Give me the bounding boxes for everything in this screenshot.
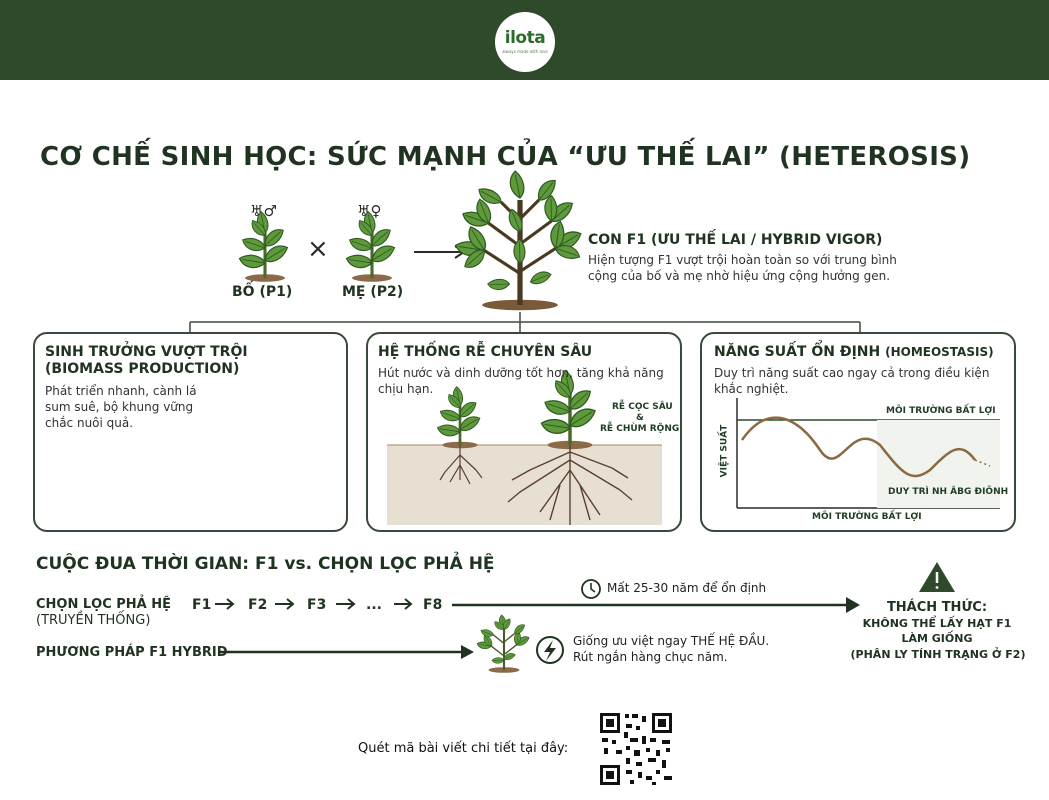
panel-biomass-subtitle: (BIOMASS PRODUCTION)	[45, 361, 240, 377]
timeline-title: CUỘC ĐUA THỜI GIAN: F1 vs. CHỌN LỌC PHẢ HỆ	[36, 554, 495, 574]
hybrid-timeline-head	[461, 645, 474, 659]
time-note: Mất 25-30 năm để ổn định	[607, 581, 767, 595]
panel-biomass	[33, 332, 348, 532]
panel-homeostasis-desc-2: khắc nghiệt.	[714, 382, 789, 396]
mother-plant	[345, 212, 397, 282]
gen-f3: F3	[307, 597, 327, 613]
graph-top-label: MÔI TRƯỜNG BẤT LỢI	[886, 406, 996, 416]
panel-homeostasis-title	[714, 344, 994, 360]
gen-f8: F8	[423, 597, 443, 613]
panel-roots-desc-1: Hút nước và dinh dưỡng tốt hơn, tăng khả năng	[378, 366, 664, 380]
father-label: BỐ (P1)	[232, 284, 293, 300]
challenge-line-4: (PHÂN LY TÍNH TRẠNG Ở F2)	[850, 648, 1026, 661]
panel-biomass-desc-3: chắc nuôi quả.	[45, 416, 134, 430]
challenge-line-3: LÀM GIỐNG	[901, 632, 973, 645]
qr-prompt: Quét mã bài viết chi tiết tại đây:	[358, 741, 569, 756]
gen-f2: F2	[248, 597, 268, 613]
qr-code[interactable]	[598, 711, 674, 787]
gen-arrow-4	[394, 599, 411, 609]
traditional-label-2: (TRUYỀN THỐNG)	[36, 613, 151, 628]
panel-homeostasis	[700, 332, 1016, 532]
graph-x-label: MÔI TRƯỜNG BẤT LỢI	[812, 512, 922, 522]
panel-homeostasis-desc-1: Duy trì năng suất cao ngay cả trong điều kiện	[714, 366, 990, 380]
hybrid-note-2: Rút ngắn hàng chục năm.	[573, 650, 728, 664]
f1-title: CON F1 (ƯU THẾ LAI / HYBRID VIGOR)	[588, 232, 883, 248]
panel-homeostasis-title-main: NĂNG SUẤT ỔN ĐỊNH	[714, 344, 881, 360]
panel-biomass-desc-2: sum suê, bộ khung vững	[45, 400, 194, 414]
logo-text: ilota	[504, 28, 546, 48]
gen-arrow-2	[275, 599, 293, 609]
panel-biomass-desc-1: Phát triển nhanh, cành lá	[45, 384, 197, 398]
panel-roots-desc-2: chịu hạn.	[378, 382, 434, 396]
hybrid-note-1: Giống ưu việt ngay THẾ HỆ ĐẦU.	[573, 634, 770, 648]
traditional-label-1: CHỌN LỌC PHẢ HỆ	[36, 597, 172, 612]
gen-arrow-1	[215, 599, 233, 609]
logo-tagline: always made with love	[502, 49, 548, 54]
f1-description-line2: cộng của bố và mẹ nhờ hiệu ứng cộng hưởng gen.	[588, 269, 891, 283]
graph-y-label: VIỆT SUẤT	[719, 424, 730, 478]
panel-roots	[366, 332, 682, 532]
gen-ellipsis: ...	[366, 597, 382, 613]
root-label-fibrous: RỄ CHÙM RỘNG	[600, 424, 680, 434]
root-label-taproot: RỄ CỌC SÂU	[612, 402, 673, 412]
mother-label: MẸ (P2)	[342, 284, 404, 300]
gen-arrow-3	[336, 599, 354, 609]
connector-lines	[190, 312, 860, 334]
f1-plant	[454, 171, 584, 310]
hybrid-label: PHƯƠNG PHÁP F1 HYBRID	[36, 645, 228, 660]
challenge-line-2: KHÔNG THỂ LẤY HẠT F1	[862, 617, 1012, 630]
challenge-title: THÁCH THỨC:	[886, 600, 988, 615]
hybrid-plant	[476, 615, 530, 673]
graph-inner-label: DUY TRÌ NH ÂBG ĐIÕNH	[888, 487, 1009, 497]
f1-description-line1: Hiện tượng F1 vượt trội hoàn toàn so với trung bình	[588, 253, 897, 267]
panel-roots-title: HỆ THỐNG RỄ CHUYÊN SÂU	[378, 344, 593, 360]
mother-symbol: ♅♀	[357, 202, 382, 220]
gen-f1: F1	[192, 597, 212, 613]
father-plant	[238, 212, 290, 282]
root-label-amp: &	[636, 413, 644, 423]
panel-biomass-title: SINH TRƯỞNG VƯỢT TRỘI	[45, 344, 248, 360]
panel-homeostasis-title-sub: (HOMEOSTASIS)	[885, 345, 994, 359]
traditional-timeline-head	[846, 597, 860, 613]
cross-symbol: ×	[307, 234, 329, 264]
father-symbol: ♅♂	[250, 202, 277, 220]
page-title: CƠ CHẾ SINH HỌC: SỨC MẠNH CỦA “ƯU THẾ LAI” (HETEROSIS)	[40, 142, 971, 172]
